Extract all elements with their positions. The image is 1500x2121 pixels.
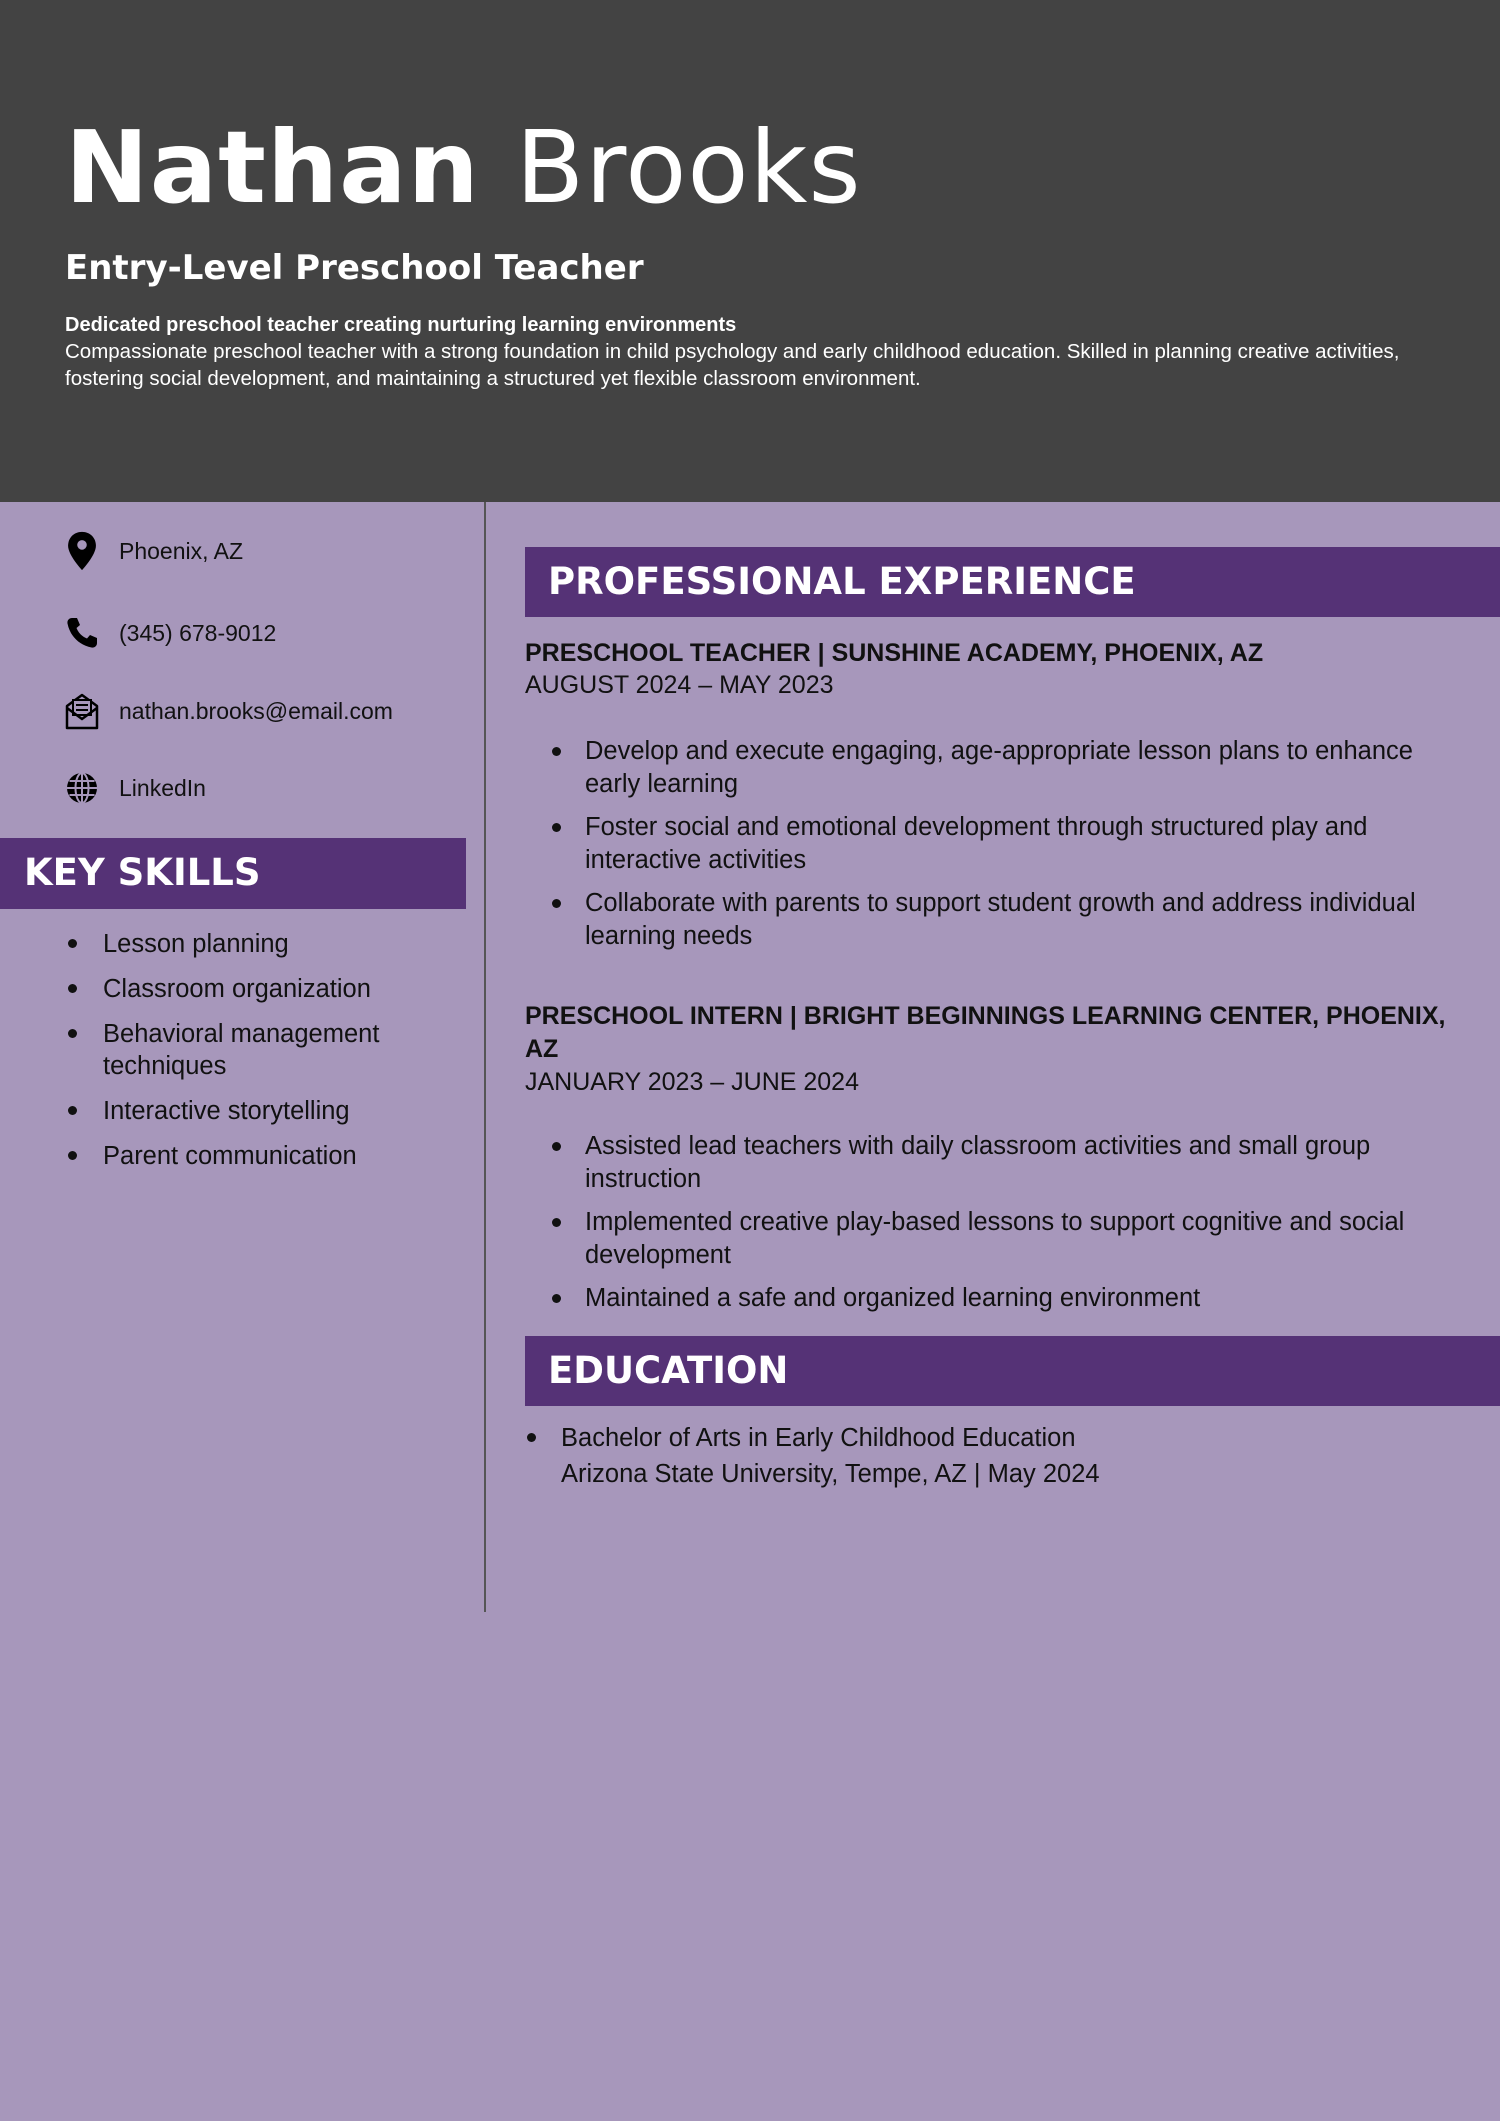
map-pin-icon [65, 531, 99, 571]
linkedin-link[interactable]: LinkedIn [119, 774, 206, 801]
job-bullets [549, 735, 1449, 963]
phone-icon [65, 613, 99, 653]
list-item: Foster social and emotional development through structured play and interactive activities [549, 811, 1449, 877]
list-item: Classroom organization [65, 973, 465, 1005]
job-dates: JANUARY 2023 – JUNE 2024 [525, 1068, 859, 1096]
contact-linkedin[interactable] [65, 768, 465, 808]
school-text: Arizona State University, Tempe, AZ | May 2024 [561, 1460, 1100, 1488]
list-item: Implemented creative play-based lessons to support cognitive and social development [549, 1206, 1449, 1272]
list-item: Assisted lead teachers with daily classroom activities and small group instruction [549, 1130, 1449, 1196]
job-bullets [549, 1130, 1449, 1325]
last-name: Brooks [515, 109, 862, 226]
phone-text: (345) 678-9012 [119, 619, 277, 646]
job-dates: AUGUST 2024 – MAY 2023 [525, 671, 834, 699]
list-item: Parent communication [65, 1140, 465, 1172]
list-item [525, 1420, 1425, 1492]
first-name: Nathan [65, 109, 480, 226]
experience-section-header [525, 547, 1500, 617]
globe-icon [65, 768, 99, 808]
key-skills-heading: KEY SKILLS [24, 851, 261, 894]
summary-text: Compassionate preschool teacher with a strong foundation in child psychology and early childhood education. Skilled in planning creative activities, fostering social development, and maintaining a structured yet flexible classroom environment. [65, 340, 1400, 390]
contact-phone [65, 613, 465, 653]
resume-header [0, 0, 1500, 502]
list-item: Develop and execute engaging, age-appropriate lesson plans to enhance early learning [549, 735, 1449, 801]
experience-heading: PROFESSIONAL EXPERIENCE [548, 560, 1136, 603]
column-divider [484, 502, 486, 1612]
list-item: Lesson planning [65, 928, 465, 960]
envelope-icon [65, 691, 99, 731]
education-list [525, 1420, 1425, 1492]
list-item: Maintained a safe and organized learning environment [549, 1282, 1449, 1315]
candidate-name [65, 108, 862, 228]
summary-tagline: Dedicated preschool teacher creating nurturing learning environments [65, 314, 737, 336]
list-item: Behavioral management techniques [65, 1018, 465, 1082]
education-section-header [525, 1336, 1500, 1406]
job-title-company: PRESCHOOL INTERN | BRIGHT BEGINNINGS LEARNING CENTER, PHOENIX, AZ [525, 1002, 1446, 1063]
email-link[interactable]: nathan.brooks@email.com [119, 697, 393, 724]
job-title: Entry-Level Preschool Teacher [65, 248, 644, 288]
location-text: Phoenix, AZ [119, 537, 244, 564]
key-skills-section-header [0, 838, 466, 909]
contact-location [65, 531, 465, 571]
contact-email[interactable] [65, 691, 465, 731]
list-item: Collaborate with parents to support student growth and address individual learning needs [549, 887, 1449, 953]
education-heading: EDUCATION [548, 1349, 789, 1392]
job-title-company: PRESCHOOL TEACHER | SUNSHINE ACADEMY, PHOENIX, AZ [525, 639, 1264, 667]
degree-text: Bachelor of Arts in Early Childhood Education [561, 1424, 1076, 1452]
skills-list [65, 928, 465, 1185]
list-item: Interactive storytelling [65, 1095, 465, 1127]
